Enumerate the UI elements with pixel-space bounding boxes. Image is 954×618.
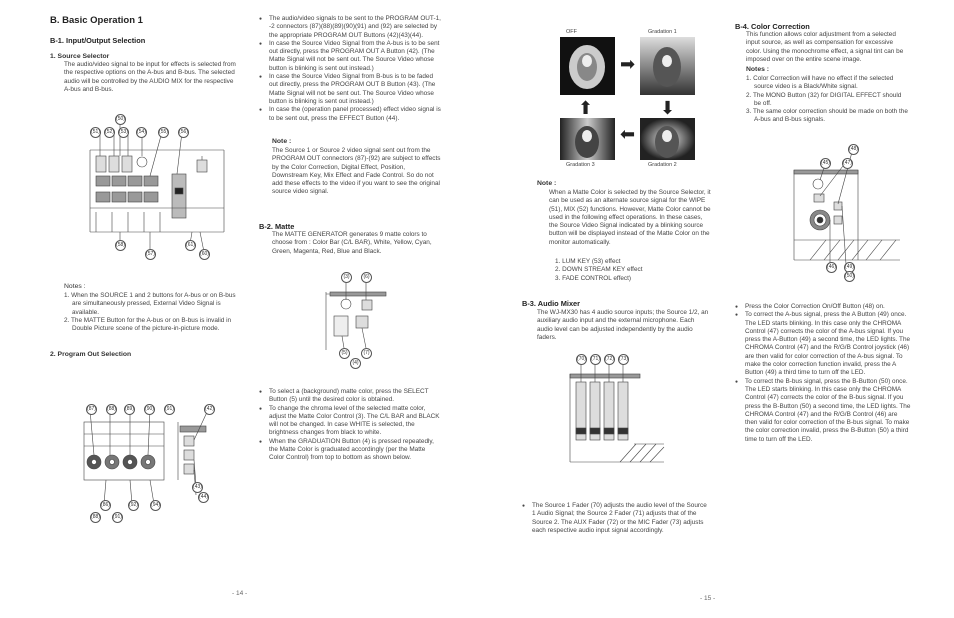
grad-label-2: Gradation 2 xyxy=(648,162,677,168)
matte-note-item-2: 2. DOWN STREAM KEY effect xyxy=(555,266,643,274)
photo-gradation-3-image xyxy=(560,118,615,160)
callout-90: (90) xyxy=(144,404,155,415)
photo-off-image xyxy=(560,37,615,95)
program-out-bullet-2: ● In case the Source Video Signal from the A-bus is to be sent out directly, press the PROGRAM OUT A Button (42). (The Matte Signal will not be sent out. The Source Video whose button is blinking is sent out instead.) xyxy=(259,40,441,73)
grad-label-3: Gradation 3 xyxy=(566,162,595,168)
callout-3: (3) xyxy=(341,272,352,283)
matte-note-item-1: 1. LUM KEY (53) effect xyxy=(555,258,621,265)
page-title: B. Basic Operation 1 xyxy=(50,15,143,26)
page-number-left: - 14 - xyxy=(232,590,248,597)
color-correction-notes xyxy=(746,75,910,125)
callout-52: (52) xyxy=(104,127,115,138)
section-b3-heading: B-3. Audio Mixer xyxy=(522,299,581,308)
callout-91: (91) xyxy=(164,404,175,415)
callout-44: (44) xyxy=(198,492,209,503)
callout-51: (51) xyxy=(90,127,101,138)
arrow-down-icon: ⬇ xyxy=(660,98,676,118)
callout-73: (73) xyxy=(618,354,629,365)
cc-bullet-1: ● Press the Color Correction On/Off Button (48) on. xyxy=(735,303,911,311)
audio-mixer-bullet-1: ● The Source 1 Fader (70) adjusts the audio level of the Source 1 Audio Signal; the Source 2 Fader (71) adjusts that of the Source 2. The AUX Fader (72) or the MIC Fader (73) adjusts each respective audio input signal accordingly. xyxy=(522,502,712,535)
callout-46: (46) xyxy=(826,262,837,273)
photo-gradation-3 xyxy=(560,118,615,160)
photo-gradation-1 xyxy=(640,37,695,95)
program-out-bullet-4: ● In case the (operation panel processed) effect video signal is to be sent out, press the EFFECT Button (44). xyxy=(259,106,441,123)
callout-70: (70) xyxy=(576,354,587,365)
callout-54: (54) xyxy=(136,127,147,138)
callout-86: (86) xyxy=(100,500,111,511)
callout-72: (72) xyxy=(604,354,615,365)
audio-mixer-bullets xyxy=(522,502,712,535)
program-out-bullet-1: ● The audio/video signals to be sent to the PROGRAM OUT-1, -2 connectors (87)(88)(89)(90)(91) and (92) are selected by the appropriate PROGRAM OUT Buttons (42)(43)(44). xyxy=(259,15,441,40)
callout-47: (47) xyxy=(842,158,853,169)
source-selector-heading: 1. Source Selector xyxy=(50,53,110,60)
callout-92: (92) xyxy=(128,500,139,511)
audio-mixer-text: The WJ-MX30 has 4 audio source inputs; the Source 1/2, an auxiliary audio input and the external microphone. Each audio level can be adjusted independently by the audio faders. xyxy=(537,309,709,341)
arrow-right-icon: ➡ xyxy=(620,54,636,74)
callout-61: (61) xyxy=(185,240,196,251)
section-b1-heading: B-1. Input/Output Selection xyxy=(50,36,146,45)
callout-91b: (91) xyxy=(112,512,123,523)
matte-note-item-3: 3. FADE CONTROL effect) xyxy=(555,274,631,282)
program-out-bullet-3: ● In case the Source Video Signal from B-bus is to be faded out directly, press the PROGRAM OUT B Button (43). (The Matte Signal will not be sent out. The Source Video whose button is blinking is sent out instead.) xyxy=(259,73,441,106)
matte-note-heading: Note : xyxy=(537,180,557,187)
callout-5: (5) xyxy=(339,348,350,359)
matte-note-list xyxy=(555,258,711,283)
grad-label-1: Gradation 1 xyxy=(648,29,677,35)
note-1: 1. When the SOURCE 1 and 2 buttons for A-bus or on B-bus are simultaneously pressed, External Video Signal is available. xyxy=(64,292,236,316)
callout-48: (48) xyxy=(848,144,859,155)
audio-fader-figure xyxy=(560,352,672,470)
source-selector-text: The audio/video signal to be input for effects is selected from the respective options on the A-bus and B-bus. The selected audio will be controlled by the AUDIO MIX for the respective A-bus and B-bus. xyxy=(64,61,236,93)
program-out-note: The Source 1 or Source 2 video signal sent out from the PROGRAM OUT connectors (87)-(92) are subject to effects by the Color Correction, Digital Effect, Position, Downstream Key, Mix Effect and Fade Control. So do not add these effects to the video if you want to see the original source video signal. xyxy=(272,147,441,196)
callout-45: (45) xyxy=(820,158,831,169)
photo-gradation-2 xyxy=(640,118,695,160)
cc-note-2: 2. The MONO Button (32) for DIGITAL EFFECT should be off. xyxy=(746,91,902,107)
matte-figure xyxy=(316,270,406,370)
section-b2-heading: B-2. Matte xyxy=(259,222,295,231)
callout-87: (87) xyxy=(86,404,97,415)
callout-57: (57) xyxy=(145,249,156,260)
matte-text: The MATTE GENERATOR generates 9 matte colors to choose from : Color Bar (C/L BAR), White, Yellow, Cyan, Green, Magenta, Red, Blue and Black. xyxy=(272,231,432,255)
callout-43: (43) xyxy=(192,482,203,493)
cc-note-3: 3. The same color correction should be made on both the A-bus and B-bus signals. xyxy=(746,108,908,124)
matte-note-text: When a Matte Color is selected by the Source Selector, it can be used as an alternate source signal for the WIPE (51), MIX (52) functions. However, Matte Color cannot be used in the following effect operations. In these cases, the Source Video Signal indicated by a blinking source button will be displayed instead of the Matte Color on the monitor automatically. xyxy=(549,189,711,246)
color-correction-figure xyxy=(790,140,905,280)
photo-off xyxy=(560,37,615,95)
matte-bullet-1: ● To select a (background) matte color, press the SELECT Button (5) until the desired color is obtained. xyxy=(259,388,441,405)
callout-7: (7) xyxy=(361,348,372,359)
program-out-heading: 2. Program Out Selection xyxy=(50,351,132,358)
photo-gradation-1-image xyxy=(640,37,695,95)
callout-94: (94) xyxy=(150,500,161,511)
arrow-up-icon: ⬆ xyxy=(578,98,594,118)
note-2: 2. The MATTE Button for the A-bus or on B-bus is invalid in Double Picture scene of the picture-in-picture mode. xyxy=(64,316,232,333)
arrow-left-icon: ⬅ xyxy=(620,124,636,144)
program-out-bullets xyxy=(259,15,441,123)
grad-label-off: OFF xyxy=(566,29,577,35)
matte-bullet-2: ● To change the chroma level of the selected matte color, adjust the Matte Color Control (3). The C/L BAR and BLACK will not be changed. In case WHITE is selected, the brightness changes from black to white. xyxy=(259,405,441,438)
audio-fader-diagram xyxy=(560,352,672,470)
callout-55: (55) xyxy=(158,127,169,138)
callout-42: (42) xyxy=(204,404,215,415)
matte-bullets xyxy=(259,388,441,463)
callout-88b: (88) xyxy=(90,512,101,523)
program-out-note-heading: Note : xyxy=(272,138,292,145)
cc-bullet-2: ● To correct the A-bus signal, press the A Button (49) once. The LED starts blinking. In this case only the CHROMA Control (47) corrects the color of the A-bus signal. If you press the A-Button (49) a second time, the LED lights. The CHROMA Control (47) and the R/G/B Control joystick (46) are then valid for color correction of the A-bus signal. To make the color correction function invalid, press the A Button (49) a third time to turn off the LED. xyxy=(735,311,911,377)
source-selector-figure xyxy=(82,112,232,262)
matte-bullet-3: ● When the GRADUATION Button (4) is pressed repeatedly, the Matte Color is graduated accordingly (per the Matte Color Control) from top to bottom as shown below. xyxy=(259,438,441,463)
callout-4: (4) xyxy=(350,358,361,369)
color-correction-bullets xyxy=(735,303,911,444)
photo-gradation-2-image xyxy=(640,118,695,160)
section-b4-heading: B-4. Color Correction xyxy=(735,22,810,31)
notes-list xyxy=(64,292,242,333)
page-number-right: - 15 - xyxy=(700,595,716,602)
callout-56: (56) xyxy=(178,127,189,138)
notes-heading: Notes : xyxy=(64,283,86,290)
callout-88: (88) xyxy=(106,404,117,415)
callout-58: (58) xyxy=(115,240,126,251)
callout-60: (60) xyxy=(199,249,210,260)
color-correction-text: This function allows color adjustment from a selected input source, as well as compensation for excessive color. Using the monochrome effect, a signal tint can be imposed over on the entire scene image. xyxy=(746,31,904,63)
color-correction-notes-heading: Notes : xyxy=(746,66,770,73)
callout-89: (89) xyxy=(124,404,135,415)
callout-6: (6) xyxy=(361,272,372,283)
callout-50: (50) xyxy=(115,114,126,125)
callout-53: (53) xyxy=(118,127,129,138)
callout-71: (71) xyxy=(590,354,601,365)
cc-note-1: 1. Color Correction will have no effect if the selected source video is a Black/White signal. xyxy=(746,75,894,91)
cc-bullet-3: ● To correct the B-bus signal, press the B-Button (50) once. The LED starts blinking. In this case only the CHROMA Control (47) corrects the color of the B-bus signal. If you press the B-Button (50) a second time, the LED lights. The CHROMA Control (47) and the R/G/B Control (46) are then valid for color correction of the B-bus signal. To make the color correction invalid, press the B-Button (50) a third time to turn off the LED. xyxy=(735,378,911,444)
callout-50b: (50) xyxy=(844,271,855,282)
program-out-figure xyxy=(80,400,220,525)
callout-49: (49) xyxy=(844,262,855,273)
